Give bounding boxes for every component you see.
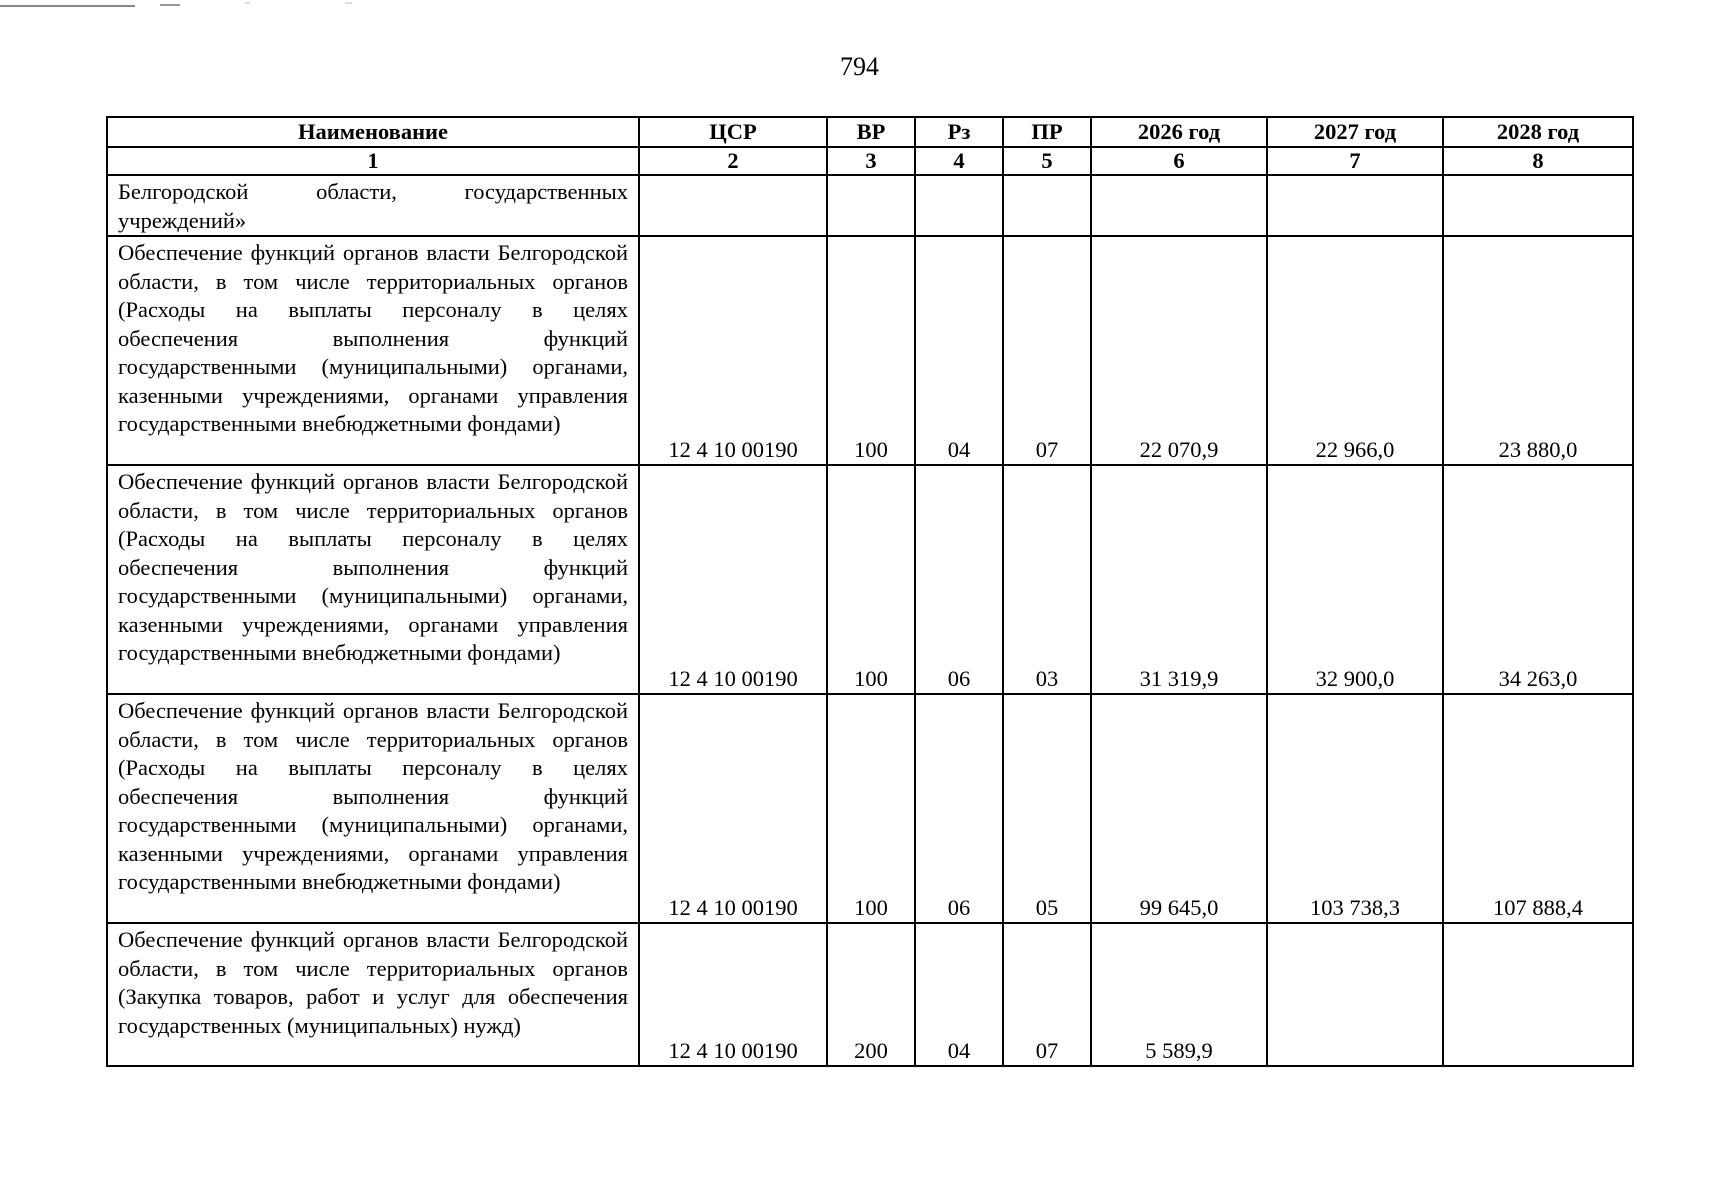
header-csr: ЦСР xyxy=(639,117,827,147)
row-csr: 12 4 10 00190 xyxy=(639,923,827,1066)
row-rz: 06 xyxy=(915,465,1003,694)
header-2027: 2027 год xyxy=(1267,117,1443,147)
row-rz: 04 xyxy=(915,236,1003,465)
column-number-row xyxy=(107,147,1633,175)
column-number: 7 xyxy=(1267,147,1443,175)
row-2027 xyxy=(1267,923,1443,1066)
row-name: Белгородской области, государственных учреждений» xyxy=(107,175,639,236)
row-name: Обеспечение функций органов власти Белгородской области, в том числе территориальных органов (Расходы на выплаты персоналу в целях обеспечения выполнения функций государственными (муниципальными) органами, казенными учреждениями, органами управления государственными внебюджетными фондами) xyxy=(107,236,639,465)
row-2027 xyxy=(1267,175,1443,236)
row-pr xyxy=(1003,175,1091,236)
column-number: 5 xyxy=(1003,147,1091,175)
row-csr: 12 4 10 00190 xyxy=(639,465,827,694)
row-vr: 100 xyxy=(827,694,915,923)
column-number: 6 xyxy=(1091,147,1267,175)
row-2027: 22 966,0 xyxy=(1267,236,1443,465)
table-row xyxy=(107,465,1633,694)
row-pr: 07 xyxy=(1003,236,1091,465)
row-2026: 22 070,9 xyxy=(1091,236,1267,465)
column-number: 2 xyxy=(639,147,827,175)
header-rz: Рз xyxy=(915,117,1003,147)
row-rz xyxy=(915,175,1003,236)
row-vr: 200 xyxy=(827,923,915,1066)
table-row xyxy=(107,175,1633,236)
row-pr: 05 xyxy=(1003,694,1091,923)
column-number: 4 xyxy=(915,147,1003,175)
row-2026 xyxy=(1091,175,1267,236)
header-2026: 2026 год xyxy=(1091,117,1267,147)
table-row xyxy=(107,923,1633,1066)
row-rz: 04 xyxy=(915,923,1003,1066)
row-2028 xyxy=(1443,923,1633,1066)
row-csr xyxy=(639,175,827,236)
row-pr: 07 xyxy=(1003,923,1091,1066)
row-2028 xyxy=(1443,175,1633,236)
row-vr: 100 xyxy=(827,465,915,694)
column-number: 1 xyxy=(107,147,639,175)
scan-artifact-marks xyxy=(0,0,420,12)
row-vr xyxy=(827,175,915,236)
column-number: 3 xyxy=(827,147,915,175)
page-number: 794 xyxy=(840,52,879,81)
row-vr: 100 xyxy=(827,236,915,465)
budget-table xyxy=(106,116,1634,1067)
row-2028: 107 888,4 xyxy=(1443,694,1633,923)
row-2026: 99 645,0 xyxy=(1091,694,1267,923)
table-row xyxy=(107,236,1633,465)
row-name: Обеспечение функций органов власти Белгородской области, в том числе территориальных органов (Закупка товаров, работ и услуг для обеспечения государственных (муниципальных) нужд) xyxy=(107,923,639,1066)
header-pr: ПР xyxy=(1003,117,1091,147)
row-2026: 31 319,9 xyxy=(1091,465,1267,694)
row-csr: 12 4 10 00190 xyxy=(639,236,827,465)
header-name: Наименование xyxy=(107,117,639,147)
header-2028: 2028 год xyxy=(1443,117,1633,147)
row-name: Обеспечение функций органов власти Белгородской области, в том числе территориальных органов (Расходы на выплаты персоналу в целях обеспечения выполнения функций государственными (муниципальными) органами, казенными учреждениями, органами управления государственными внебюджетными фондами) xyxy=(107,694,639,923)
row-name: Обеспечение функций органов власти Белгородской области, в том числе территориальных органов (Расходы на выплаты персоналу в целях обеспечения выполнения функций государственными (муниципальными) органами, казенными учреждениями, органами управления государственными внебюджетными фондами) xyxy=(107,465,639,694)
row-rz: 06 xyxy=(915,694,1003,923)
row-2026: 5 589,9 xyxy=(1091,923,1267,1066)
row-2027: 32 900,0 xyxy=(1267,465,1443,694)
row-pr: 03 xyxy=(1003,465,1091,694)
row-2027: 103 738,3 xyxy=(1267,694,1443,923)
column-number: 8 xyxy=(1443,147,1633,175)
header-vr: ВР xyxy=(827,117,915,147)
row-2028: 34 263,0 xyxy=(1443,465,1633,694)
header-row xyxy=(107,117,1633,147)
row-2028: 23 880,0 xyxy=(1443,236,1633,465)
table-row xyxy=(107,694,1633,923)
row-csr: 12 4 10 00190 xyxy=(639,694,827,923)
